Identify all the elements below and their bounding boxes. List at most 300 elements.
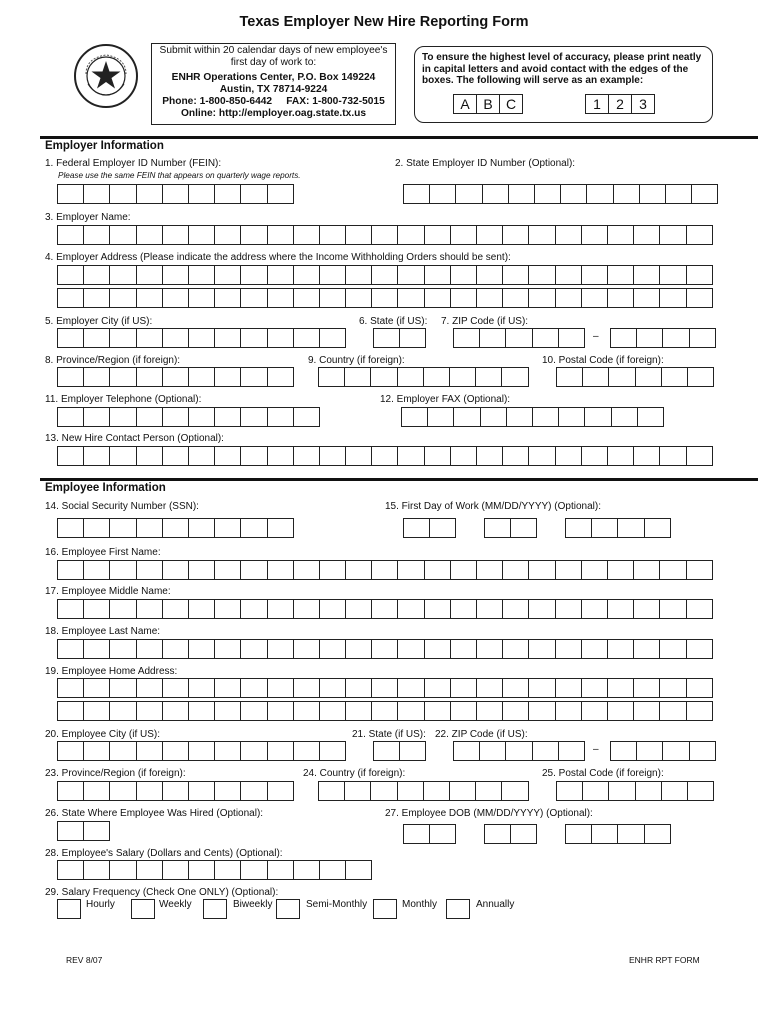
employer-fax-input[interactable]: [401, 407, 663, 427]
character-box[interactable]: [558, 407, 585, 427]
character-box[interactable]: [318, 367, 345, 387]
middle-name-input[interactable]: [57, 599, 712, 619]
character-box[interactable]: [136, 560, 163, 580]
character-box[interactable]: [581, 560, 608, 580]
character-box[interactable]: [83, 184, 110, 204]
character-box[interactable]: [423, 367, 450, 387]
character-box[interactable]: [661, 367, 688, 387]
character-box[interactable]: [293, 701, 320, 721]
character-box[interactable]: [506, 407, 533, 427]
character-box[interactable]: [267, 639, 294, 659]
character-box[interactable]: [162, 446, 189, 466]
character-box[interactable]: [109, 741, 136, 761]
character-box[interactable]: [659, 701, 686, 721]
character-box[interactable]: [83, 678, 110, 698]
character-box[interactable]: [188, 741, 215, 761]
character-box[interactable]: [214, 639, 241, 659]
character-box[interactable]: [528, 446, 555, 466]
character-box[interactable]: [136, 599, 163, 619]
character-box[interactable]: [83, 407, 110, 427]
employer-postal-input[interactable]: [556, 367, 713, 387]
character-box[interactable]: [659, 265, 686, 285]
character-box[interactable]: [424, 288, 451, 308]
character-box[interactable]: [83, 225, 110, 245]
character-box[interactable]: [83, 821, 110, 841]
character-box[interactable]: [686, 639, 713, 659]
character-box[interactable]: [267, 328, 294, 348]
character-box[interactable]: [397, 678, 424, 698]
character-box[interactable]: [267, 446, 294, 466]
character-box[interactable]: [267, 367, 294, 387]
first-day-day-input[interactable]: [484, 518, 536, 538]
employee-province-input[interactable]: [57, 781, 293, 801]
character-box[interactable]: [345, 860, 372, 880]
employee-zip-input[interactable]: [453, 741, 584, 761]
character-box[interactable]: [188, 328, 215, 348]
employee-country-input[interactable]: [318, 781, 528, 801]
character-box[interactable]: [188, 701, 215, 721]
character-box[interactable]: [528, 639, 555, 659]
character-box[interactable]: [607, 560, 634, 580]
character-box[interactable]: [188, 367, 215, 387]
character-box[interactable]: [267, 184, 294, 204]
character-box[interactable]: [555, 265, 582, 285]
character-box[interactable]: [293, 560, 320, 580]
character-box[interactable]: [644, 518, 671, 538]
character-box[interactable]: [528, 560, 555, 580]
first-day-month-input[interactable]: [403, 518, 455, 538]
character-box[interactable]: [476, 701, 503, 721]
character-box[interactable]: [397, 265, 424, 285]
character-box[interactable]: [607, 446, 634, 466]
character-box[interactable]: [659, 560, 686, 580]
character-box[interactable]: [556, 781, 583, 801]
character-box[interactable]: [162, 518, 189, 538]
character-box[interactable]: [371, 599, 398, 619]
character-box[interactable]: [57, 701, 84, 721]
character-box[interactable]: [188, 639, 215, 659]
character-box[interactable]: [240, 367, 267, 387]
character-box[interactable]: [83, 288, 110, 308]
character-box[interactable]: [83, 265, 110, 285]
character-box[interactable]: [267, 741, 294, 761]
character-box[interactable]: [57, 184, 84, 204]
character-box[interactable]: [136, 781, 163, 801]
character-box[interactable]: [293, 599, 320, 619]
character-box[interactable]: [505, 328, 532, 348]
character-box[interactable]: [240, 225, 267, 245]
character-box[interactable]: [109, 678, 136, 698]
character-box[interactable]: [162, 328, 189, 348]
character-box[interactable]: [162, 781, 189, 801]
character-box[interactable]: [319, 560, 346, 580]
character-box[interactable]: [214, 328, 241, 348]
character-box[interactable]: [659, 639, 686, 659]
employer-address-input-line1[interactable]: [57, 265, 712, 285]
character-box[interactable]: [345, 678, 372, 698]
character-box[interactable]: [371, 446, 398, 466]
character-box[interactable]: [501, 781, 528, 801]
character-box[interactable]: [162, 367, 189, 387]
character-box[interactable]: [639, 184, 666, 204]
character-box[interactable]: [57, 860, 84, 880]
dob-month-input[interactable]: [403, 824, 455, 844]
character-box[interactable]: [214, 599, 241, 619]
character-box[interactable]: [607, 678, 634, 698]
character-box[interactable]: [607, 599, 634, 619]
character-box[interactable]: [319, 860, 346, 880]
character-box[interactable]: [581, 446, 608, 466]
character-box[interactable]: [476, 225, 503, 245]
character-box[interactable]: [345, 446, 372, 466]
character-box[interactable]: [57, 560, 84, 580]
character-box[interactable]: [319, 328, 346, 348]
character-box[interactable]: [591, 518, 618, 538]
character-box[interactable]: [240, 328, 267, 348]
character-box[interactable]: [636, 741, 663, 761]
character-box[interactable]: [267, 860, 294, 880]
character-box[interactable]: [502, 678, 529, 698]
dob-year-input[interactable]: [565, 824, 670, 844]
character-box[interactable]: [423, 781, 450, 801]
character-box[interactable]: [637, 407, 664, 427]
character-box[interactable]: [293, 288, 320, 308]
character-box[interactable]: [240, 741, 267, 761]
character-box[interactable]: [475, 367, 502, 387]
character-box[interactable]: [607, 639, 634, 659]
character-box[interactable]: [397, 288, 424, 308]
character-box[interactable]: [136, 678, 163, 698]
character-box[interactable]: [109, 701, 136, 721]
character-box[interactable]: [555, 225, 582, 245]
character-box[interactable]: [188, 225, 215, 245]
character-box[interactable]: [424, 265, 451, 285]
character-box[interactable]: [318, 781, 345, 801]
character-box[interactable]: [136, 446, 163, 466]
character-box[interactable]: [293, 678, 320, 698]
employer-country-input[interactable]: [318, 367, 528, 387]
character-box[interactable]: [267, 781, 294, 801]
character-box[interactable]: [214, 446, 241, 466]
character-box[interactable]: [214, 184, 241, 204]
character-box[interactable]: [267, 599, 294, 619]
character-box[interactable]: [109, 328, 136, 348]
hourly-checkbox[interactable]: [57, 899, 81, 919]
character-box[interactable]: [450, 225, 477, 245]
character-box[interactable]: [534, 184, 561, 204]
character-box[interactable]: [476, 599, 503, 619]
character-box[interactable]: [581, 701, 608, 721]
character-box[interactable]: [528, 265, 555, 285]
character-box[interactable]: [556, 367, 583, 387]
character-box[interactable]: [608, 781, 635, 801]
character-box[interactable]: [582, 781, 609, 801]
character-box[interactable]: [109, 781, 136, 801]
character-box[interactable]: [188, 560, 215, 580]
character-box[interactable]: [659, 599, 686, 619]
character-box[interactable]: [424, 678, 451, 698]
character-box[interactable]: [450, 288, 477, 308]
character-box[interactable]: [476, 265, 503, 285]
character-box[interactable]: [401, 407, 428, 427]
character-box[interactable]: [613, 184, 640, 204]
character-box[interactable]: [528, 288, 555, 308]
character-box[interactable]: [57, 446, 84, 466]
character-box[interactable]: [689, 741, 716, 761]
character-box[interactable]: [293, 407, 320, 427]
character-box[interactable]: [136, 518, 163, 538]
character-box[interactable]: [57, 741, 84, 761]
character-box[interactable]: [162, 860, 189, 880]
character-box[interactable]: [109, 184, 136, 204]
character-box[interactable]: [633, 599, 660, 619]
character-box[interactable]: [610, 328, 637, 348]
character-box[interactable]: [581, 639, 608, 659]
character-box[interactable]: [508, 184, 535, 204]
character-box[interactable]: [429, 518, 456, 538]
employee-zip4-input[interactable]: [610, 741, 715, 761]
character-box[interactable]: [686, 560, 713, 580]
character-box[interactable]: [57, 407, 84, 427]
employer-province-input[interactable]: [57, 367, 293, 387]
character-box[interactable]: [480, 407, 507, 427]
annually-checkbox[interactable]: [446, 899, 470, 919]
character-box[interactable]: [83, 446, 110, 466]
character-box[interactable]: [162, 741, 189, 761]
character-box[interactable]: [240, 701, 267, 721]
character-box[interactable]: [397, 781, 424, 801]
character-box[interactable]: [686, 225, 713, 245]
character-box[interactable]: [691, 184, 718, 204]
character-box[interactable]: [397, 225, 424, 245]
character-box[interactable]: [267, 225, 294, 245]
character-box[interactable]: [555, 678, 582, 698]
character-box[interactable]: [450, 639, 477, 659]
character-box[interactable]: [240, 860, 267, 880]
character-box[interactable]: [510, 824, 537, 844]
character-box[interactable]: [57, 821, 84, 841]
character-box[interactable]: [455, 184, 482, 204]
character-box[interactable]: [687, 367, 714, 387]
character-box[interactable]: [633, 701, 660, 721]
first-name-input[interactable]: [57, 560, 712, 580]
dob-day-input[interactable]: [484, 824, 536, 844]
character-box[interactable]: [555, 639, 582, 659]
character-box[interactable]: [240, 518, 267, 538]
character-box[interactable]: [662, 741, 689, 761]
character-box[interactable]: [188, 860, 215, 880]
character-box[interactable]: [502, 225, 529, 245]
character-box[interactable]: [267, 560, 294, 580]
character-box[interactable]: [345, 701, 372, 721]
character-box[interactable]: [136, 288, 163, 308]
character-box[interactable]: [686, 288, 713, 308]
character-box[interactable]: [659, 678, 686, 698]
character-box[interactable]: [502, 288, 529, 308]
character-box[interactable]: [83, 367, 110, 387]
character-box[interactable]: [403, 518, 430, 538]
character-box[interactable]: [162, 599, 189, 619]
character-box[interactable]: [136, 265, 163, 285]
employer-zip4-input[interactable]: [610, 328, 715, 348]
character-box[interactable]: [345, 599, 372, 619]
state-hired-input[interactable]: [57, 821, 109, 841]
character-box[interactable]: [162, 288, 189, 308]
character-box[interactable]: [662, 328, 689, 348]
character-box[interactable]: [214, 781, 241, 801]
character-box[interactable]: [344, 367, 371, 387]
character-box[interactable]: [267, 701, 294, 721]
character-box[interactable]: [83, 328, 110, 348]
character-box[interactable]: [501, 367, 528, 387]
character-box[interactable]: [427, 407, 454, 427]
character-box[interactable]: [429, 184, 456, 204]
character-box[interactable]: [293, 446, 320, 466]
character-box[interactable]: [57, 225, 84, 245]
character-box[interactable]: [686, 701, 713, 721]
character-box[interactable]: [659, 288, 686, 308]
character-box[interactable]: [484, 824, 511, 844]
first-day-year-input[interactable]: [565, 518, 670, 538]
character-box[interactable]: [607, 701, 634, 721]
character-box[interactable]: [581, 288, 608, 308]
character-box[interactable]: [450, 599, 477, 619]
character-box[interactable]: [83, 518, 110, 538]
employer-city-input[interactable]: [57, 328, 345, 348]
employer-state-input[interactable]: [373, 328, 425, 348]
character-box[interactable]: [373, 328, 400, 348]
character-box[interactable]: [57, 328, 84, 348]
character-box[interactable]: [591, 824, 618, 844]
character-box[interactable]: [424, 701, 451, 721]
character-box[interactable]: [661, 781, 688, 801]
character-box[interactable]: [581, 265, 608, 285]
employee-state-input[interactable]: [373, 741, 425, 761]
character-box[interactable]: [453, 741, 480, 761]
character-box[interactable]: [403, 184, 430, 204]
character-box[interactable]: [636, 328, 663, 348]
character-box[interactable]: [319, 265, 346, 285]
character-box[interactable]: [57, 639, 84, 659]
character-box[interactable]: [633, 225, 660, 245]
character-box[interactable]: [665, 184, 692, 204]
character-box[interactable]: [240, 265, 267, 285]
character-box[interactable]: [502, 599, 529, 619]
employee-postal-input[interactable]: [556, 781, 713, 801]
character-box[interactable]: [586, 184, 613, 204]
character-box[interactable]: [528, 599, 555, 619]
character-box[interactable]: [188, 407, 215, 427]
character-box[interactable]: [83, 639, 110, 659]
character-box[interactable]: [136, 328, 163, 348]
character-box[interactable]: [319, 741, 346, 761]
character-box[interactable]: [555, 560, 582, 580]
character-box[interactable]: [528, 678, 555, 698]
character-box[interactable]: [686, 265, 713, 285]
character-box[interactable]: [136, 701, 163, 721]
character-box[interactable]: [136, 225, 163, 245]
character-box[interactable]: [214, 860, 241, 880]
character-box[interactable]: [319, 599, 346, 619]
character-box[interactable]: [424, 225, 451, 245]
character-box[interactable]: [293, 860, 320, 880]
character-box[interactable]: [240, 678, 267, 698]
character-box[interactable]: [659, 446, 686, 466]
character-box[interactable]: [214, 367, 241, 387]
character-box[interactable]: [528, 225, 555, 245]
character-box[interactable]: [584, 407, 611, 427]
character-box[interactable]: [293, 639, 320, 659]
character-box[interactable]: [565, 824, 592, 844]
character-box[interactable]: [136, 860, 163, 880]
character-box[interactable]: [57, 781, 84, 801]
character-box[interactable]: [475, 781, 502, 801]
biweekly-checkbox[interactable]: [203, 899, 227, 919]
character-box[interactable]: [450, 678, 477, 698]
character-box[interactable]: [371, 639, 398, 659]
character-box[interactable]: [370, 367, 397, 387]
character-box[interactable]: [136, 741, 163, 761]
character-box[interactable]: [644, 824, 671, 844]
character-box[interactable]: [476, 560, 503, 580]
character-box[interactable]: [188, 446, 215, 466]
character-box[interactable]: [240, 446, 267, 466]
character-box[interactable]: [214, 678, 241, 698]
character-box[interactable]: [397, 701, 424, 721]
character-box[interactable]: [57, 599, 84, 619]
character-box[interactable]: [424, 639, 451, 659]
character-box[interactable]: [528, 701, 555, 721]
character-box[interactable]: [57, 265, 84, 285]
character-box[interactable]: [345, 288, 372, 308]
character-box[interactable]: [136, 367, 163, 387]
character-box[interactable]: [581, 678, 608, 698]
character-box[interactable]: [240, 560, 267, 580]
contact-online[interactable]: Online: http://employer.oag.state.tx.us: [180, 108, 367, 119]
character-box[interactable]: [162, 407, 189, 427]
character-box[interactable]: [240, 599, 267, 619]
character-box[interactable]: [686, 446, 713, 466]
home-address-input-line2[interactable]: [57, 701, 712, 721]
character-box[interactable]: [188, 518, 215, 538]
character-box[interactable]: [484, 518, 511, 538]
character-box[interactable]: [607, 265, 634, 285]
character-box[interactable]: [635, 781, 662, 801]
character-box[interactable]: [109, 518, 136, 538]
character-box[interactable]: [532, 328, 559, 348]
character-box[interactable]: [240, 288, 267, 308]
home-address-input-line1[interactable]: [57, 678, 712, 698]
employer-zip-input[interactable]: [453, 328, 584, 348]
character-box[interactable]: [136, 407, 163, 427]
character-box[interactable]: [424, 446, 451, 466]
character-box[interactable]: [581, 599, 608, 619]
character-box[interactable]: [397, 639, 424, 659]
character-box[interactable]: [83, 560, 110, 580]
character-box[interactable]: [397, 599, 424, 619]
character-box[interactable]: [57, 367, 84, 387]
character-box[interactable]: [502, 265, 529, 285]
character-box[interactable]: [319, 701, 346, 721]
character-box[interactable]: [319, 288, 346, 308]
character-box[interactable]: [450, 265, 477, 285]
character-box[interactable]: [345, 560, 372, 580]
character-box[interactable]: [214, 560, 241, 580]
character-box[interactable]: [293, 265, 320, 285]
character-box[interactable]: [399, 741, 426, 761]
character-box[interactable]: [633, 446, 660, 466]
salary-input[interactable]: [57, 860, 371, 880]
